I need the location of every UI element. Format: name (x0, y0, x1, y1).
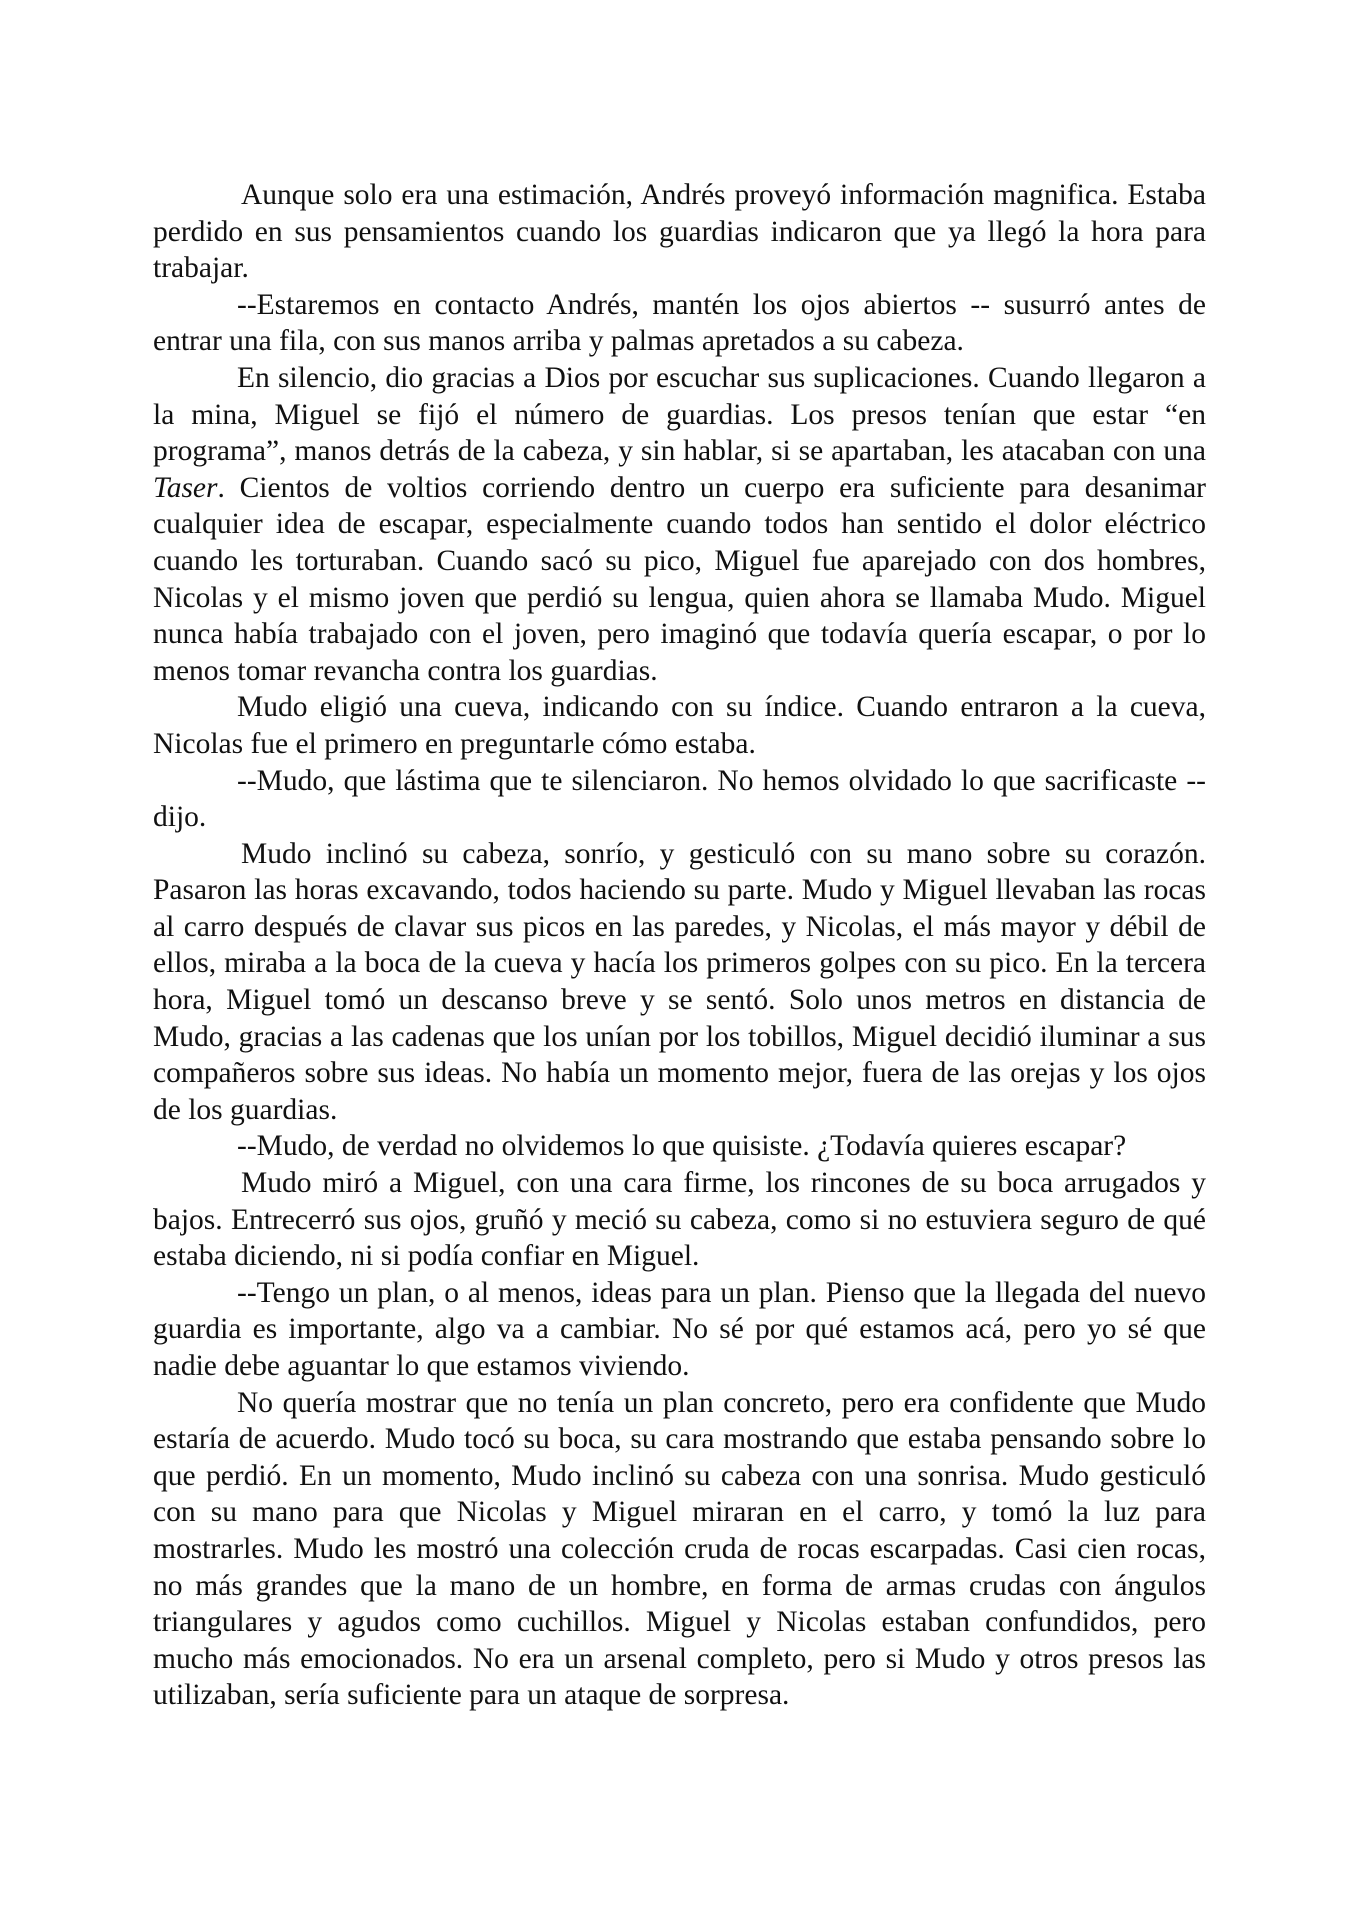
paragraph-1 (153, 177, 1206, 287)
paragraph-3-text-b: . Cientos de voltios corriendo dentro un cuerpo era suficiente para desanimar cualquier idea de escapar, especialmente cuando todos han sentido el dolor eléctrico cuando les torturaban. Cuando sacó su pico, Miguel fue aparejado con dos hombres, Nicolas y el mismo joven que perdió su lengua, quien ahora se llamaba Mudo. Miguel nunca había trabajado con el joven, pero imaginó que todavía quería escapar, o por lo menos tomar revancha contra los guardias. (153, 471, 1206, 687)
paragraph-3 (153, 360, 1206, 689)
paragraph-5 (153, 763, 1206, 836)
paragraph-4-text: Mudo eligió una cueva, indicando con su índice. Cuando entraron a la cueva, Nicolas fue el primero en preguntarle cómo estaba. (153, 691, 1206, 760)
paragraph-2 (153, 287, 1206, 360)
paragraph-3-text-a: En silencio, dio gracias a Dios por escuchar sus suplicaciones. Cuando llegaron a la mina, Miguel se fijó el número de guardias. Los presos tenían que estar “en programa”, manos detrás de la cabeza, y sin hablar, si se apartaban, les atacaban con una (153, 361, 1206, 468)
paragraph-6-text: Mudo inclinó su cabeza, sonrío, y gesticuló con su mano sobre su corazón. Pasaron las horas excavando, todos haciendo su parte. Mudo y Miguel llevaban las rocas al carro después de clavar sus picos en las paredes, y Nicolas, el más mayor y débil de ellos, miraba a la boca de la cueva y hacía los primeros golpes con su pico. En la tercera hora, Miguel tomó un descanso breve y se sentó. Solo unos metros en distancia de Mudo, gracias a las cadenas que los unían por los tobillos, Miguel decidió iluminar a sus compañeros sobre sus ideas. No había un momento mejor, fuera de las orejas y los ojos de los guardias. (153, 837, 1206, 1126)
paragraph-10-text: No quería mostrar que no tenía un plan concreto, pero era confidente que Mudo estaría de acuerdo. Mudo tocó su boca, su cara mostrando que estaba pensando sobre lo que perdió. En un momento, Mudo inclinó su cabeza con una sonrisa. Mudo gesticuló con su mano para que Nicolas y Miguel miraran en el carro, y tomó la luz para mostrarles. Mudo les mostró una colección cruda de rocas escarpadas. Casi cien rocas, no más grandes que la mano de un hombre, en forma de armas crudas con ángulos triangulares y agudos como cuchillos. Miguel y Nicolas estaban confundidos, pero mucho más emocionados. No era un arsenal completo, pero si Mudo y otros presos las utilizaban, sería suficiente para un ataque de sorpresa. (153, 1386, 1206, 1712)
paragraph-6 (153, 836, 1206, 1129)
paragraph-3-italic-term: Taser (153, 471, 218, 504)
paragraph-5-text: --Mudo, que lástima que te silenciaron. No hemos olvidado lo que sacrificaste --dijo. (153, 764, 1206, 834)
paragraph-4 (153, 689, 1206, 762)
paragraph-9 (153, 1275, 1206, 1385)
body-text (153, 177, 1206, 1714)
paragraph-10 (153, 1385, 1206, 1714)
paragraph-1-text: Aunque solo era una estimación, Andrés proveyó información magnifica. Estaba perdido en sus pensamientos cuando los guardias indicaron que ya llegó la hora para trabajar. (153, 179, 1206, 285)
paragraph-8 (153, 1165, 1206, 1275)
paragraph-7-text: --Mudo, de verdad no olvidemos lo que quisiste. ¿Todavía quieres escapar? (237, 1130, 1127, 1163)
paragraph-9-text: --Tengo un plan, o al menos, ideas para un plan. Pienso que la llegada del nuevo guardia es importante, algo va a cambiar. No sé por qué estamos acá, pero yo sé que nadie debe aguantar lo que estamos viviendo. (153, 1276, 1206, 1382)
paragraph-7 (153, 1128, 1206, 1165)
paragraph-2-text: --Estaremos en contacto Andrés, mantén los ojos abiertos -- susurró antes de entrar una fila, con sus manos arriba y palmas apretados a su cabeza. (153, 288, 1206, 358)
paragraph-8-text: Mudo miró a Miguel, con una cara firme, los rincones de su boca arrugados y bajos. Entrecerró sus ojos, gruñó y meció su cabeza, como si no estuviera seguro de qué estaba diciendo, ni si podía confiar en Miguel. (153, 1167, 1206, 1273)
